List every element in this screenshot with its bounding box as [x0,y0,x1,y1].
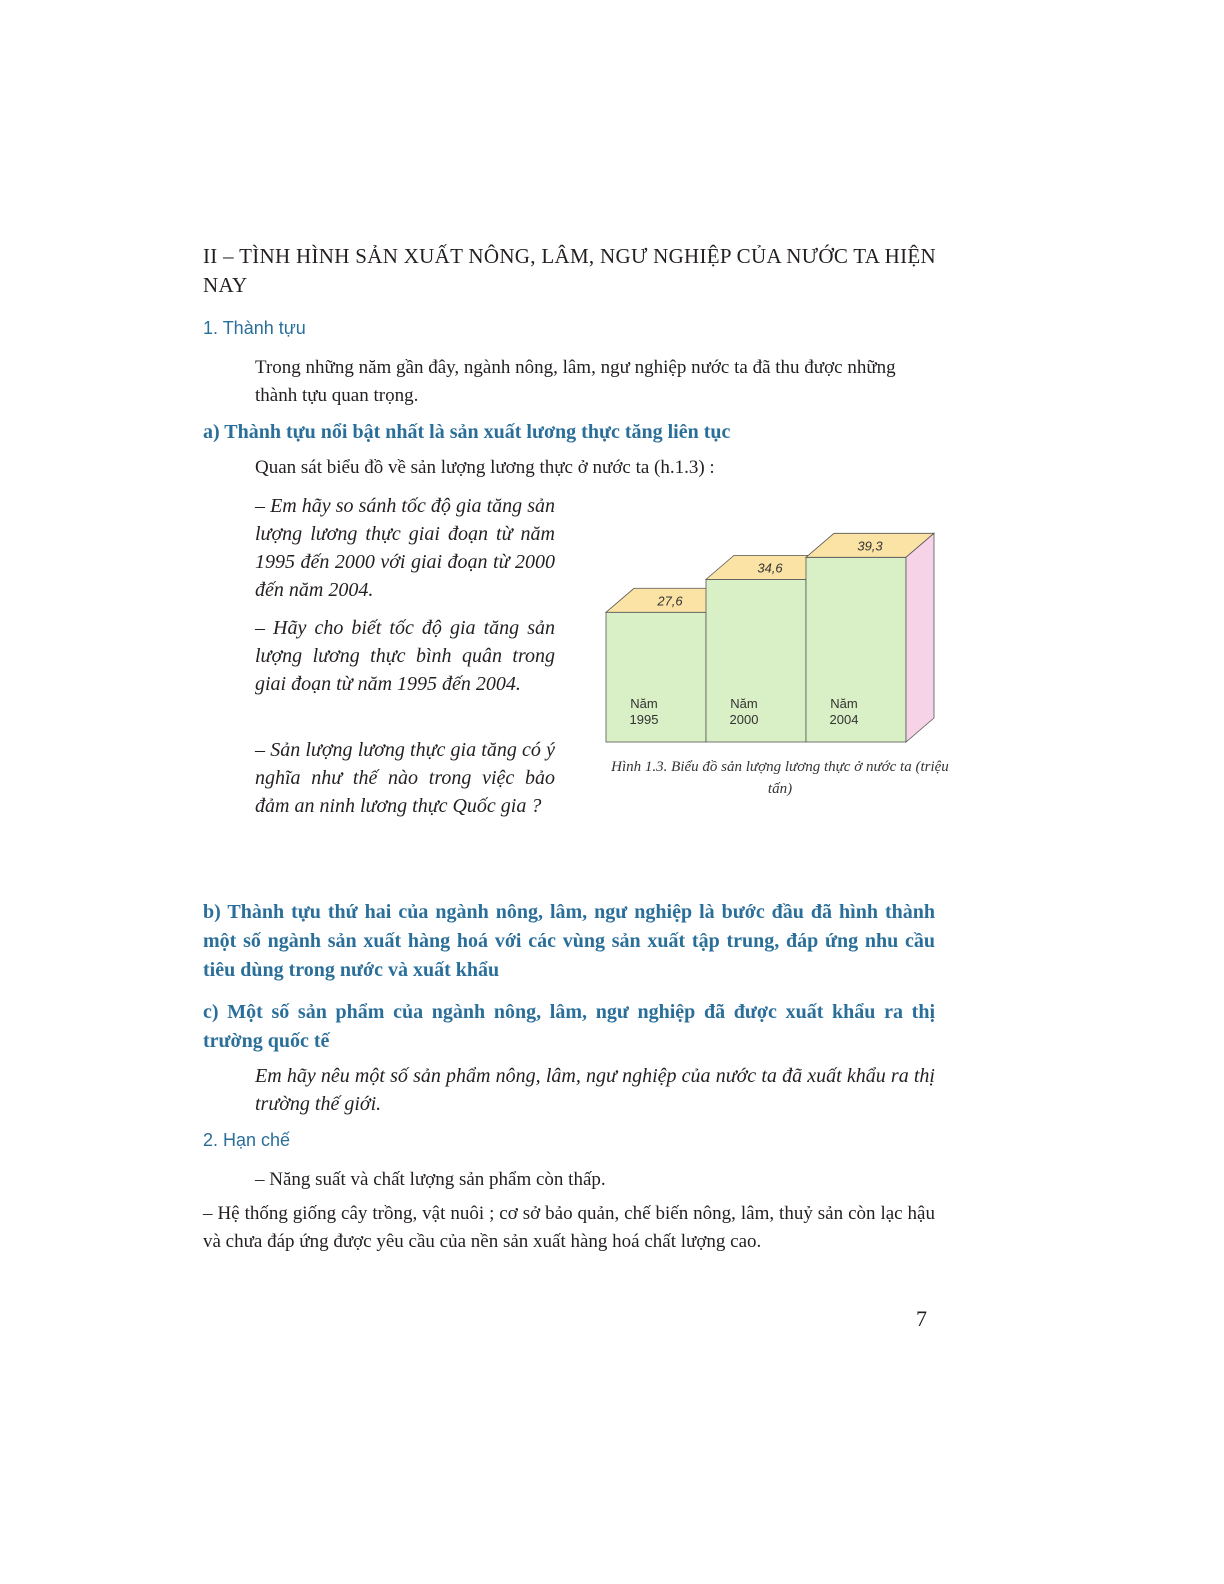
bar-0-category-line2: 1995 [629,712,659,727]
limitation-1: – Năng suất và chất lượng sản phẩm còn thấp. [255,1169,606,1190]
chart-side-face [906,533,934,742]
heading-c: c) Một số sản phẩm của ngành nông, lâm, ngư nghiệp đã được xuất khẩu ra thị trường quốc tế [203,1001,935,1052]
bar-1-category-line1: Năm [730,696,758,711]
bar-0-category-line1: Năm [630,696,658,711]
heading-b: b) Thành tựu thứ hai của ngành nông, lâm, ngư nghiệp là bước đầu đã hình thành một số ngành sản xuất hàng hoá với các vùng sản xuất tập trung, đáp ứng nhu cầu tiêu dùng trong nước và xuất khẩu [203,901,935,981]
bar-2-category-line1: Năm [830,696,858,711]
limitation-2: – Hệ thống giống cây trồng, vật nuôi ; cơ sở bảo quản, chế biến nông, lâm, thuỷ sản còn lạc hậu và chưa đáp ứng được yêu cầu của nền sản xuất hàng hoá chất lượng cao. [203,1203,935,1252]
figure-caption: Hình 1.3. Biểu đồ sản lượng lương thực ở nước ta (triệu tấn) [611,759,949,797]
bar-1-category-line2: 2000 [729,712,759,727]
bar-2-category-line2: 2004 [829,712,859,727]
bar-1-value-label: 34,6 [757,560,783,576]
export-question: Em hãy nêu một số sản phẩm nông, lâm, ngư nghiệp của nước ta đã xuất khẩu ra thị trường thế giới. [255,1065,935,1115]
question-3: – Sản lượng lương thực gia tăng có ý nghĩa như thế nào trong việc bảo đảm an ninh lương thực Quốc gia ? [255,739,555,817]
bar-2-value-label: 39,3 [857,538,883,554]
question-2: – Hãy cho biết tốc độ gia tăng sản lượng lương thực bình quân trong giai đoạn từ năm 1995 đến 2004. [255,617,555,695]
heading-a: a) Thành tựu nổi bật nhất là sản xuất lương thực tăng liên tục [203,421,731,443]
intro-paragraph: Trong những năm gần đây, ngành nông, lâm, ngư nghiệp nước ta đã thu được những thành tựu quan trọng. [255,357,896,406]
section-heading: II – TÌNH HÌNH SẢN XUẤT NÔNG, LÂM, NGƯ NGHIỆP CỦA NƯỚC TA HIỆN NAY [203,244,936,297]
food-production-chart [590,480,950,755]
subsection-title-limitations: 2. Hạn chế [203,1130,291,1150]
question-1: – Em hãy so sánh tốc độ gia tăng sản lượng lương thực giai đoạn từ năm 1995 đến 2000 với giai đoạn từ 2000 đến năm 2004. [255,495,555,601]
observe-instruction: Quan sát biểu đồ về sản lượng lương thực ở nước ta (h.1.3) : [255,457,715,478]
bar-0-value-label: 27,6 [657,593,683,609]
subsection-title-achievements: 1. Thành tựu [203,318,306,338]
page-number: 7 [916,1306,927,1331]
